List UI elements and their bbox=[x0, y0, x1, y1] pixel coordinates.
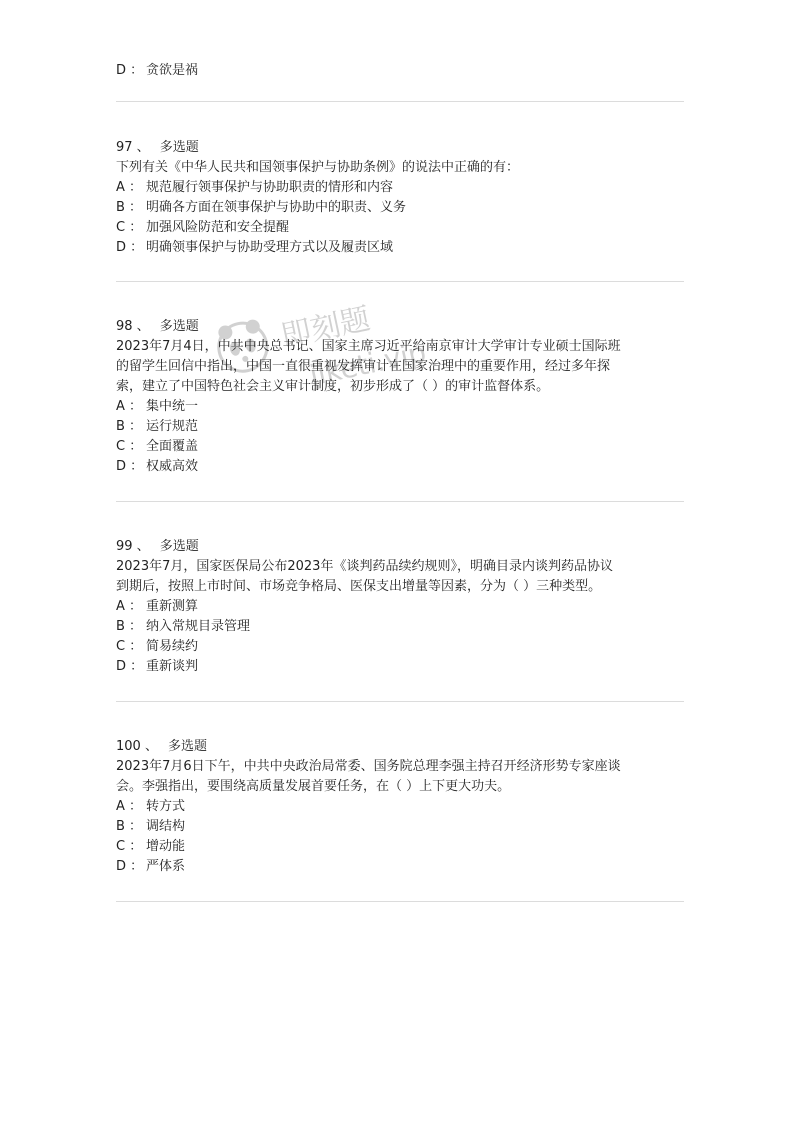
option-letter: C ： bbox=[116, 439, 143, 454]
option-letter: A ： bbox=[116, 180, 143, 195]
question-stem-line: 的留学生回信中指出，中国一直很重视发挥审计在国家治理中的重要作用，经过多年探 bbox=[116, 359, 611, 374]
question-type: 多选题 bbox=[167, 739, 207, 754]
separator bbox=[116, 101, 684, 102]
question-type: 多选题 bbox=[159, 319, 199, 334]
option-text: 明确各方面在领事保护与协助中的职责、义务 bbox=[146, 200, 407, 215]
question-number: 98 、 bbox=[116, 319, 150, 334]
option-letter: C ： bbox=[116, 220, 143, 235]
question-stem-line: 到期后，按照上市时间、市场竞争格局、医保支出增量等因素，分为（ ）三种类型。 bbox=[116, 579, 602, 594]
option-c bbox=[116, 437, 684, 457]
option-text: 调结构 bbox=[146, 819, 186, 834]
option-c bbox=[116, 837, 684, 857]
option-letter: A ： bbox=[116, 799, 143, 814]
option-text: 集中统一 bbox=[146, 399, 199, 414]
option-letter: D ： bbox=[116, 63, 144, 78]
option-text: 严体系 bbox=[146, 859, 186, 874]
question-98 bbox=[116, 317, 684, 477]
separator bbox=[116, 701, 684, 702]
option-letter: A ： bbox=[116, 399, 143, 414]
option-a bbox=[116, 397, 684, 417]
option-letter: B ： bbox=[116, 619, 143, 634]
option-letter: D ： bbox=[116, 659, 144, 674]
option-c bbox=[116, 637, 684, 657]
svg-text:jiketi.vip: jiketi.vip bbox=[306, 335, 429, 393]
option-text: 全面覆盖 bbox=[146, 439, 199, 454]
option-letter: B ： bbox=[116, 200, 143, 215]
option-text: 重新测算 bbox=[146, 599, 199, 614]
option-letter: C ： bbox=[116, 639, 143, 654]
option-text: 运行规范 bbox=[146, 419, 199, 434]
option-letter: C ： bbox=[116, 839, 143, 854]
option-text: 转方式 bbox=[146, 799, 186, 814]
question-header bbox=[116, 537, 684, 557]
option-letter: D ： bbox=[116, 240, 144, 255]
option-d bbox=[116, 61, 684, 81]
option-letter: A ： bbox=[116, 599, 143, 614]
question-100 bbox=[116, 737, 684, 877]
option-text: 规范履行领事保护与协助职责的情形和内容 bbox=[146, 180, 394, 195]
option-text: 贪欲是祸 bbox=[146, 63, 199, 78]
option-d bbox=[116, 238, 684, 258]
question-number: 100 、 bbox=[116, 739, 158, 754]
option-letter: D ： bbox=[116, 459, 144, 474]
question-stem-line: 会。李强指出，要围绕高质量发展首要任务，在（ ）上下更大功夫。 bbox=[116, 779, 511, 794]
question-stem-line: 2023年7月，国家医保局公布2023年《谈判药品续约规则》，明确目录内谈判药品协议 bbox=[116, 559, 613, 574]
option-text: 纳入常规目录管理 bbox=[146, 619, 251, 634]
option-b bbox=[116, 817, 684, 837]
question-header bbox=[116, 138, 684, 158]
option-text: 简易续约 bbox=[146, 639, 199, 654]
question-header bbox=[116, 317, 684, 337]
question-stem-line: 索，建立了中国特色社会主义审计制度，初步形成了（ ）的审计监督体系。 bbox=[116, 379, 550, 394]
question-stem-line: 2023年7月4日，中共中央总书记、国家主席习近平给南京审计大学审计专业硕士国际班 bbox=[116, 339, 621, 354]
question-type: 多选题 bbox=[159, 140, 199, 155]
option-b bbox=[116, 417, 684, 437]
question-97 bbox=[116, 138, 684, 258]
option-d bbox=[116, 457, 684, 477]
question-stem: 下列有关《中华人民共和国领事保护与协助条例》的说法中正确的有： bbox=[116, 160, 520, 175]
option-d bbox=[116, 657, 684, 677]
option-letter: D ： bbox=[116, 859, 144, 874]
option-text: 重新谈判 bbox=[146, 659, 199, 674]
option-text: 权威高效 bbox=[146, 459, 199, 474]
question-stem-line: 2023年7月6日下午，中共中央政治局常委、国务院总理李强主持召开经济形势专家座谈 bbox=[116, 759, 621, 774]
option-letter: B ： bbox=[116, 819, 143, 834]
option-text: 增动能 bbox=[146, 839, 186, 854]
option-text: 明确领事保护与协助受理方式以及履责区域 bbox=[146, 240, 394, 255]
option-a bbox=[116, 178, 684, 198]
question-type: 多选题 bbox=[159, 539, 199, 554]
option-text: 加强风险防范和安全提醒 bbox=[146, 220, 290, 235]
separator bbox=[116, 501, 684, 502]
option-a bbox=[116, 597, 684, 617]
separator bbox=[116, 901, 684, 902]
option-b bbox=[116, 198, 684, 218]
option-letter: B ： bbox=[116, 419, 143, 434]
separator bbox=[116, 281, 684, 282]
prev-question-fragment bbox=[116, 61, 684, 81]
svg-text:即刻题: 即刻题 bbox=[277, 301, 374, 355]
question-header bbox=[116, 737, 684, 757]
question-99 bbox=[116, 537, 684, 677]
option-c bbox=[116, 218, 684, 238]
option-d bbox=[116, 857, 684, 877]
question-number: 99 、 bbox=[116, 539, 150, 554]
option-a bbox=[116, 797, 684, 817]
question-number: 97 、 bbox=[116, 140, 150, 155]
option-b bbox=[116, 617, 684, 637]
